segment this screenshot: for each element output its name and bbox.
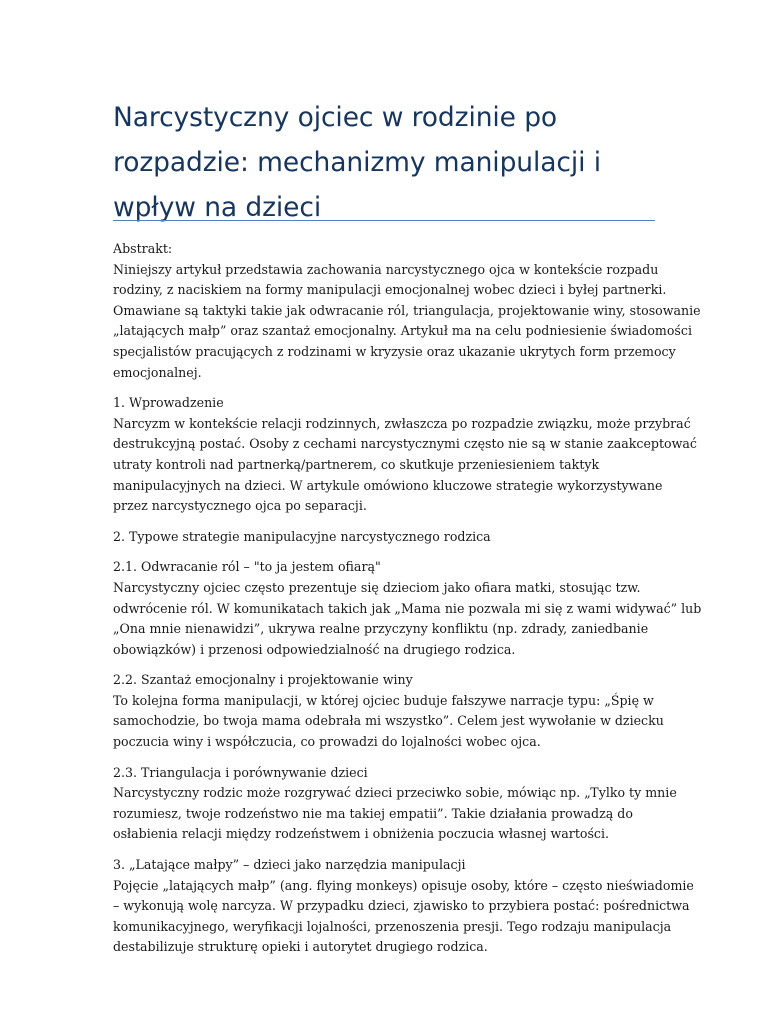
introduction-paragraph [113,393,697,517]
subsection-heading: 2.3. Triangulacja i porównywanie dzieci [113,764,368,780]
title-underline [113,220,655,221]
text-line: Omawiane są taktyki takie jak odwracanie ról, triangulacja, projektowanie winy, stosowanie [113,302,701,318]
subsection-heading: 2.2. Szantaż emocjonalny i projektowanie winy [113,672,413,688]
triangulation-paragraph [113,763,677,845]
text-line: Pojęcie „latających małp” (ang. flying monkeys) opisuje osoby, które – często nieświadomie [113,877,694,893]
abstract-heading: Abstrakt: [113,241,173,256]
document-title [113,95,673,230]
text-line: rozumiesz, twoje rodzeństwo nie ma takiej empatii”. Takie działania prowadzą do [113,805,633,821]
strategies-heading-paragraph [113,527,673,548]
text-line: destrukcyjną postać. Osoby z cechami narcystycznymi często nie są w stanie zaakceptować [113,436,697,452]
text-line: rodziny, z naciskiem na formy manipulacji emocjonalnej wobec dzieci i byłej partnerki. [113,282,667,298]
document-body [113,239,702,968]
text-line: komunikacyjnego, weryfikacji lojalności, przenoszenia presji. Tego rodzaju manipulacja [113,918,672,934]
text-line: – wykonują wolę narcyza. W przypadku dzieci, zjawisko to przybiera postać: pośrednictwa [113,898,690,914]
text-line: Niniejszy artykuł przedstawia zachowania narcystycznego ojca w kontekście rozpadu [113,261,659,277]
text-line: destabilizuje strukturę opieki i autorytet drugiego rodzica. [113,939,488,955]
text-line: poczucia winy i współczucia, co prowadzi do lojalności wobec ojca. [113,734,541,750]
subsection-heading: 2.1. Odwracanie ról – "to ja jestem ofiarą" [113,559,381,575]
section-heading: 3. „Latające małpy” – dzieci jako narzędzia manipulacji [113,857,466,873]
text-line: obowiązków) i przenosi odpowiedzialność na drugiego rodzica. [113,641,516,657]
title-line: Narcystyczny ojciec w rodzinie po [113,102,558,133]
flying-monkeys-paragraph [113,855,694,958]
text-line: Narcystyczny ojciec często prezentuje się dzieciom jako ofiara matki, stosując tzw. [113,579,641,595]
text-line: To kolejna forma manipulacji, w której ojciec buduje fałszywe narracje typu: „Śpię w [113,692,654,708]
title-line: wpływ na dzieci [113,192,322,223]
section-heading: 2. Typowe strategie manipulacyjne narcystycznego rodzica [113,528,491,544]
text-line: emocjonalnej. [113,364,202,380]
text-line: osłabienia relacji między rodzeństwem i obniżenia poczucia własnej wartości. [113,826,610,842]
text-line: samochodzie, bo twoja mama odebrała mi wszystko”. Celem jest wywołanie w dziecku [113,713,664,729]
text-line: Narcystyczny rodzic może rozgrywać dzieci przeciwko sobie, mówiąc np. „Tylko ty mnie [113,785,677,801]
section-heading: 1. Wprowadzenie [113,395,224,411]
abstract-paragraph [113,239,701,383]
text-line: manipulacyjnych na dzieci. W artykule omówiono kluczowe strategie wykorzystywane [113,477,663,493]
text-line: Narcyzm w kontekście relacji rodzinnych, zwłaszcza po rozpadzie związku, może przybrać [113,415,691,431]
text-line: „Ona mnie nienawidzi”, ukrywa realne przyczyny konfliktu (np. zdrady, zaniedbanie [113,621,649,637]
text-line: specjalistów pracujących z rodzinami w kryzysie oraz ukazanie ukrytych form przemocy [113,343,676,359]
text-line: utraty kontroli nad partnerką/partnerem, co skutkuje przeniesieniem taktyk [113,456,600,472]
text-line: odwrócenie ról. W komunikatach takich jak „Mama nie pozwala mi się z wami widywać” lub [113,600,702,616]
role-reversal-paragraph [113,557,702,660]
text-line: przez narcystycznego ojca po separacji. [113,498,367,514]
text-line: „latających małp” oraz szantaż emocjonalny. Artykuł ma na celu podniesienie świadomości [113,323,692,339]
emotional-blackmail-paragraph [113,670,673,752]
title-line: rozpadzie: mechanizmy manipulacji i [113,147,601,178]
